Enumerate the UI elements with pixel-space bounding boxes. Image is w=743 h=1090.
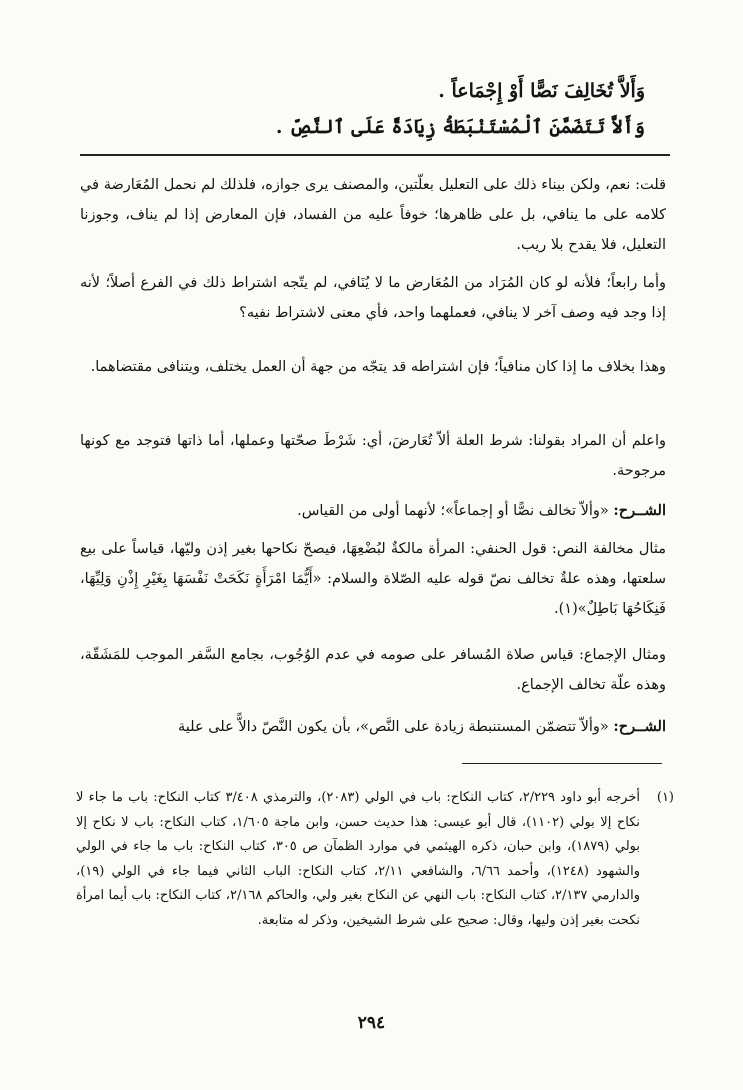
sharh-paragraph-1 <box>80 496 666 526</box>
paragraph-2: وأما رابعاً؛ فلأنه لو كان المُرَاد من المُعَارض ما لا يُنَافي، لم يتّجه اشتراط ذلك في الفرع أصلاً؛ لأنه إذا وجد فيه وصف آخر لا ينافي، فعملهما واحد، فأي معنى لاشتراط نفيه؟ <box>80 275 666 321</box>
footnote-number: (١) <box>656 790 674 805</box>
footnote <box>76 786 674 933</box>
sharh-paragraph-2 <box>80 712 666 742</box>
top-divider <box>80 154 670 156</box>
sharh-label-1: الشــرح: <box>613 502 666 519</box>
paragraph-3: وهذا بخلاف ما إذا كان منافياً؛ فإن اشتراطه قد يتجّه من جهة أن العمل يختلف، ويتنافى مقتضاهما. <box>90 359 666 375</box>
paragraph-4: واعلم أن المراد بقولنا: شرط العلة ألاّ تُعَارضَ، أي: شَرْطَ صحّتها وعملها، أما ذاتها فتوجد مع كونها مرجوحة. <box>80 433 666 479</box>
sharh-label-2: الشــرح: <box>613 718 666 735</box>
verse-line-1: وَأَلاَّ تُخَالِفَ نَصًّا أَوْ إِجْمَاعاً . <box>438 80 645 102</box>
verse-line-2: وَأَلاَّ تَتَضَمَّنَ ٱلْمُسْتَنْبَطَةُ زِيَادَةً عَلَى ٱلنَّصِّ . <box>275 116 645 138</box>
paragraph-1: قلت: نعم، ولكن بيناء ذلك على التعليل بعلّتين، والمصنف يرى جوازه، فلذلك لم نحمل المُعَارضة في كلامه على ما ينافي، بل على ظاهرها؛ خوفاً عليه من الفساد، فإن المعارض إذا لم يناف، وجوزنا التعليل، فلا يقدح بلا ريب. <box>80 177 666 253</box>
paragraph-ijma-example: ومثال الإجماع: قياس صلاة المُسافر على صومه في عدم الوُجُوب، بجامع السَّفر الموجب للمَشَقّة، وهذه علّة تخالف الإجماع. <box>80 647 666 693</box>
footnote-divider <box>462 763 662 764</box>
footnote-text: أخرجه أبو داود ٢/٢٢٩، كتاب النكاح: باب في الولي (٢٠٨٣)، والترمذي ٣/٤٠٨ كتاب النكاح: باب ما جاء لا نكاح إلا بولي (١١٠٢)، قال أبو عيسى: هذا حديث حسن، وابن ماجة ١/٦٠٥، كتاب النكاح: باب لا نكاح إلا بولي (١٨٧٩)، وابن حبان، ذكره الهيثمي في موارد الظمآن ص ٣٠٥، كتاب النكاح: باب ما جاء في الولي والشهود (١٢٤٨)، وأحمد ٦/٦٦، والشافعي ٢/١١، كتاب النكاح: الباب الثاني فيما جاء في الولي (١٩)، والدارمي ٢/١٣٧، كتاب النكاح: باب النهي عن النكاح بغير ولي، والحاكم ٢/١٦٨، كتاب النكاح: باب أيما امرأة نكحت بغير إذن وليها، وقال: صحيح على شرط الشيخين، وذكر له متابعة. <box>76 790 641 928</box>
page-number: ٢٩٤ <box>357 1013 386 1033</box>
sharh-text-2: «وألاّ تتضمّن المستنبطة زيادة على النَّص»، بأن يكون النَّصّ دالاًّ على علية <box>178 719 614 735</box>
sharh-text-1: «وألاّ تخالف نصًّا أو إجماعاً»؛ لأنهما أولى من القياس. <box>297 503 614 519</box>
paragraph-nass-example: مثال مخالفة النص: قول الحنفي: المرأة مالكةٌ لبُضْعِهَا، فيصحّ نكاحها بغير إذن وليّها، قياساً على بيع سلعتها، وهذه علةٌ تخالف نصّ قوله عليه الصّلاة والسلام: «أَيُّمَا امْرَأَةٍ نَكَحَتْ نَفْسَهَا بِغَيْرِ إِذْنِ وَلِيِّهَا، فَنِكَاحُهَا بَاطِلٌ»(١). <box>80 541 666 617</box>
